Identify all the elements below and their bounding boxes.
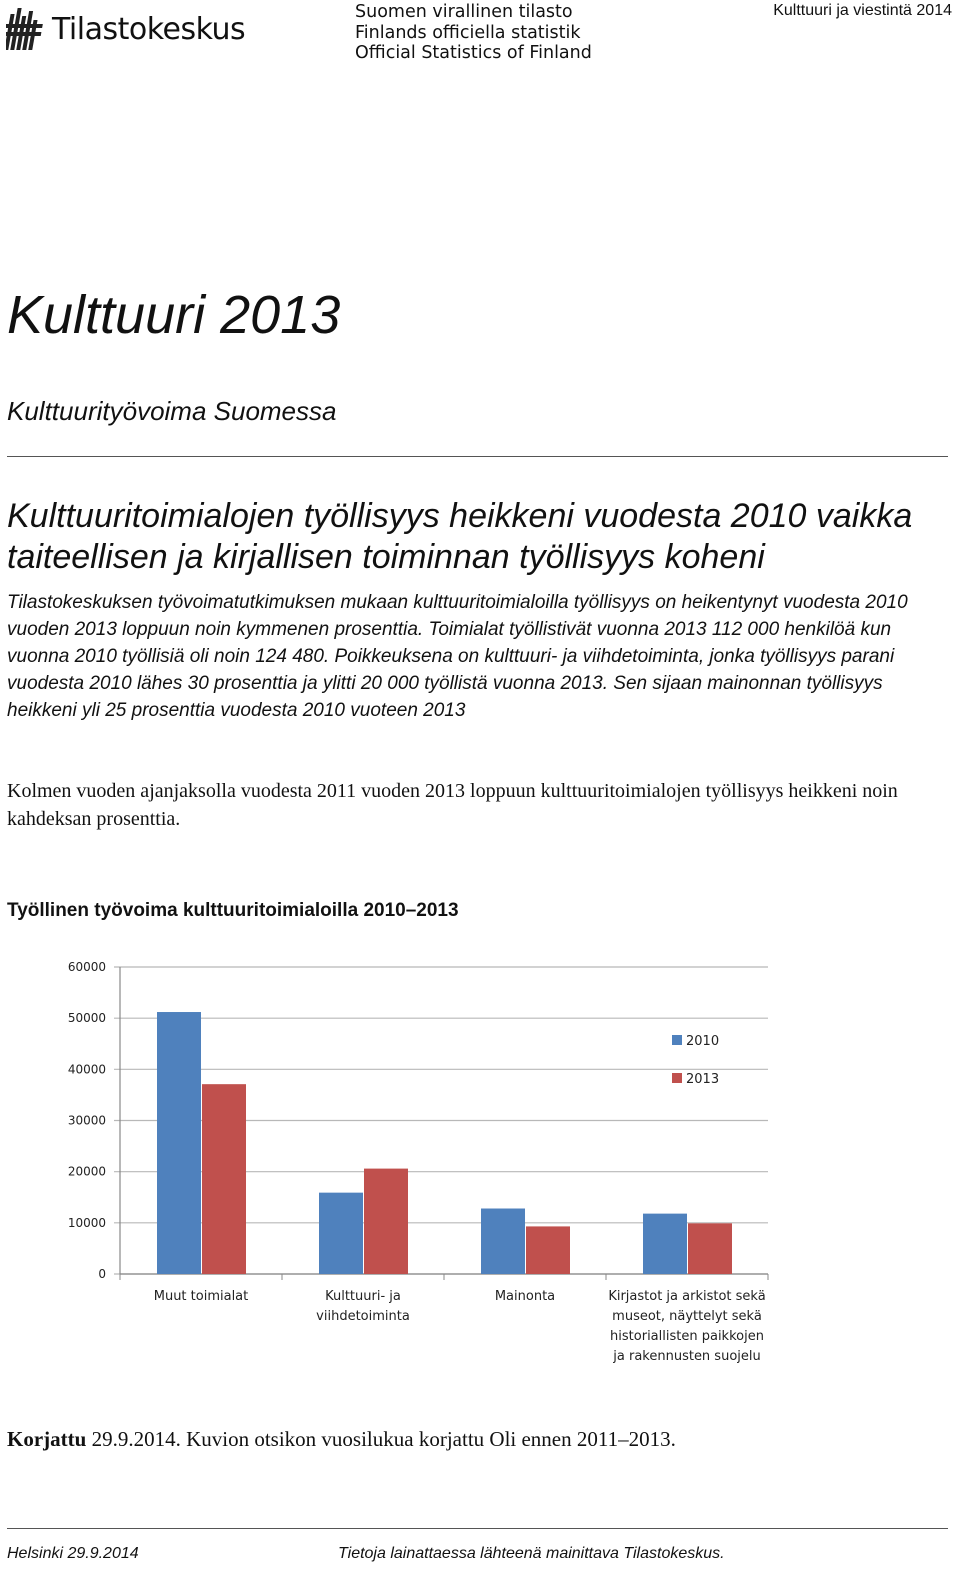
logo-text: Tilastokeskus	[52, 11, 246, 47]
bar-2010	[643, 1214, 687, 1274]
body-paragraph: Kolmen vuoden ajanjaksolla vuodesta 2011 vuoden 2013 loppuun kulttuuritoimialojen työllisyys heikkeni noin kahdeksan prosenttia.	[7, 780, 898, 830]
bar-2013	[688, 1223, 732, 1274]
series-name: Kulttuuri ja viestintä 2014	[773, 2, 952, 19]
footer-divider	[7, 1528, 948, 1529]
figure-title: Työllinen työvoima kulttuuritoimialoilla 2010–2013	[7, 900, 459, 921]
bar-2013	[202, 1084, 246, 1274]
logo-icon	[6, 6, 46, 52]
headline: Kulttuuritoimialojen työllisyys heikkeni vuodesta 2010 vaikka taiteellisen ja kirjallisen toiminnan työllisyys koheni	[7, 497, 913, 576]
bar-2010	[319, 1193, 363, 1274]
legend-label: 2013	[686, 1072, 720, 1087]
page-subtitle: Kulttuurityövoima Suomessa	[7, 396, 337, 426]
correction-note	[7, 1427, 676, 1452]
bar-2013	[364, 1169, 408, 1274]
x-category-label: museot, näyttelyt sekä	[612, 1309, 762, 1324]
legend-label: 2010	[686, 1034, 720, 1049]
bar-2013	[526, 1226, 570, 1274]
x-category-label: historiallisten paikkojen	[610, 1329, 764, 1344]
official-line-en: Official Statistics of Finland	[355, 43, 592, 63]
y-tick-label: 50000	[67, 1011, 106, 1026]
official-statistics-label	[355, 2, 592, 64]
footer-date: Helsinki 29.9.2014	[7, 1545, 139, 1562]
employment-bar-chart	[0, 950, 800, 1370]
footer-source-note: Tietoja lainattaessa lähteenä mainittava Tilastokeskus.	[338, 1545, 725, 1562]
legend-swatch-2013	[672, 1073, 682, 1083]
y-tick-label: 10000	[67, 1215, 106, 1230]
bar-2010	[481, 1209, 525, 1274]
lead-paragraph: Tilastokeskuksen työvoimatutkimuksen mukaan kulttuuritoimialoilla työllisyys on heikentynyt vuodesta 2010 vuoden 2013 loppuun noin kymmenen prosenttia. Toimialat työllistivät vuonna 2013 112 000 henkilöä kun vuonna 2010 työllisiä oli noin 124 480. Poikkeuksena on kulttuuri- ja viihdetoiminta, jonka työllisyys parani vuodesta 2010 lähes 30 prosenttia ja ylitti 20 000 työllistä vuonna 2013. Sen sijaan mainonnan työllisyys heikkeni yli 25 prosenttia vuodesta 2010 vuoteen 2013	[7, 592, 908, 721]
x-category-label: Kirjastot ja arkistot sekä	[608, 1289, 766, 1304]
statistics-finland-logo	[6, 4, 245, 54]
correction-label: Korjattu	[7, 1427, 87, 1451]
y-tick-label: 20000	[67, 1164, 106, 1179]
page-title: Kulttuuri 2013	[7, 285, 341, 345]
y-tick-label: 0	[98, 1267, 106, 1281]
x-category-label: Mainonta	[494, 1289, 556, 1304]
divider	[7, 456, 948, 457]
official-line-fi: Suomen virallinen tilasto	[355, 2, 573, 22]
y-tick-label: 40000	[67, 1062, 106, 1077]
x-category-label: ja rakennusten suojelu	[613, 1349, 761, 1364]
x-category-label: Kulttuuri- ja	[325, 1289, 401, 1304]
y-tick-label: 30000	[67, 1113, 106, 1128]
legend-swatch-2010	[672, 1035, 682, 1045]
y-tick-label: 60000	[67, 960, 106, 974]
x-category-label: viihdetoiminta	[316, 1309, 410, 1324]
bar-2010	[157, 1012, 201, 1274]
official-line-sv: Finlands officiella statistik	[355, 22, 581, 43]
correction-text: 29.9.2014. Kuvion otsikon vuosilukua korjattu Oli ennen 2011–2013.	[86, 1427, 676, 1451]
x-category-label: Muut toimialat	[153, 1289, 249, 1304]
